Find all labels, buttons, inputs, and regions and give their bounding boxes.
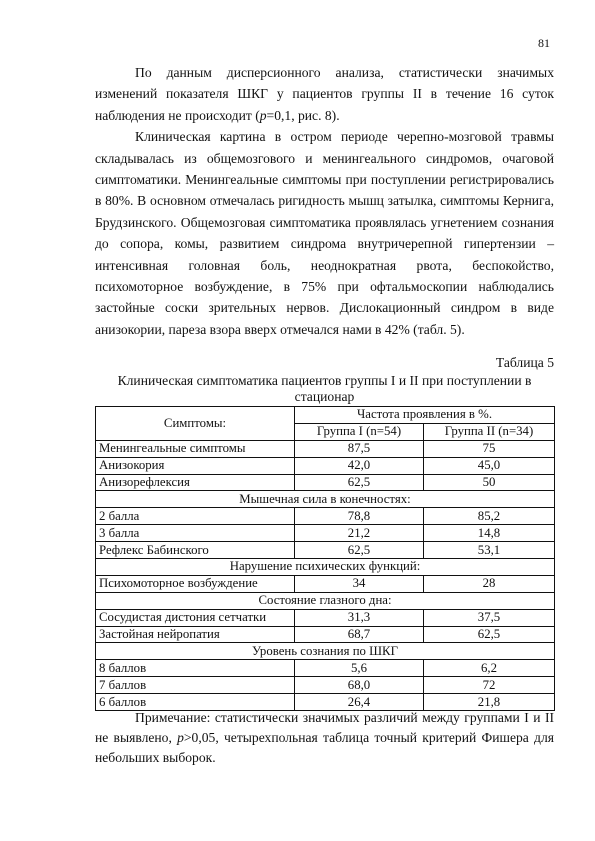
symptom-cell: 6 баллов <box>96 694 295 711</box>
table-row <box>96 440 555 457</box>
symptom-cell: Психомоторное возбуждение <box>96 575 295 592</box>
group-1-cell: 78,8 <box>295 508 424 525</box>
group-2-cell: 45,0 <box>424 457 555 474</box>
symptom-cell: Застойная нейропатия <box>96 626 295 643</box>
page-number: 81 <box>538 36 550 50</box>
group-2-cell: 53,1 <box>424 542 555 559</box>
table-row <box>96 609 555 626</box>
note-suffix: >0,05, четырехпольная таблица точный критерий Фишера для небольших выборок. <box>95 730 555 765</box>
section-fundus: Состояние глазного дна: <box>96 592 555 609</box>
group-2-cell: 50 <box>424 474 555 491</box>
group-2-cell: 14,8 <box>424 525 555 542</box>
symptom-cell: Менингеальные симптомы <box>96 440 295 457</box>
header-group-1: Группа I (n=54) <box>295 423 424 440</box>
group-1-cell: 31,3 <box>295 609 424 626</box>
section-mental-functions: Нарушение психических функций: <box>96 559 555 576</box>
group-1-cell: 34 <box>295 575 424 592</box>
table-row <box>96 474 555 491</box>
header-symptoms: Симптомы: <box>96 407 295 441</box>
symptom-cell: Сосудистая дистония сетчатки <box>96 609 295 626</box>
section-consciousness-gcs: Уровень сознания по ШКГ <box>96 643 555 660</box>
section-muscle-strength: Мышечная сила в конечностях: <box>96 491 555 508</box>
table-row <box>96 660 555 677</box>
group-2-cell: 72 <box>424 677 555 694</box>
header-group-2: Группа II (n=34) <box>424 423 555 440</box>
paragraph-2: Клиническая картина в остром периоде черепно-мозговой травмы складывалась из общемозгового и менингеального синдромов, очаговой симптоматики. Менингеальные симптомы при поступлении регистрировались в 80%. В основном отмечалась ригидность мышц затылка, симптомы Кернига, Брудзинского. Общемозговая симптоматика проявлялась угнетением сознания до сопора, комы, развитием синдрома внутричерепной гипертензии – интенсивная головная боль, неоднократная рвота, беспокойство, психомоторное возбуждение, в 75% при офтальмоскопии наблюдались застойные соски зрительных нервов. Дислокационный синдром в виде анизокории, пареза взора вверх отмечался нами в 42% (табл. 5). <box>95 129 554 337</box>
symptom-cell: 7 баллов <box>96 677 295 694</box>
table-row <box>96 457 555 474</box>
group-1-cell: 87,5 <box>295 440 424 457</box>
table-row <box>96 626 555 643</box>
group-2-cell: 37,5 <box>424 609 555 626</box>
group-1-cell: 62,5 <box>295 474 424 491</box>
note-prefix: Примечание: статистически значимых различий между группами I и II не выявлено, <box>95 710 554 745</box>
group-2-cell: 85,2 <box>424 508 555 525</box>
group-1-cell: 62,5 <box>295 542 424 559</box>
table-note <box>95 708 554 768</box>
symptom-cell: Рефлекс Бабинского <box>96 542 295 559</box>
table-row <box>96 525 555 542</box>
group-1-cell: 21,2 <box>295 525 424 542</box>
group-1-cell: 68,7 <box>295 626 424 643</box>
body-text <box>95 62 554 340</box>
paragraph-1: По данным дисперсионного анализа, статистически значимых изменений показателя ШКГ у пациентов группы II в течение 16 суток наблюдения не происходит (p=0,1, рис. 8). <box>95 65 554 123</box>
note-p-letter: p <box>177 730 184 745</box>
group-2-cell: 21,8 <box>424 694 555 711</box>
symptom-cell: Анизокория <box>96 457 295 474</box>
header-frequency: Частота проявления в %. <box>295 407 555 424</box>
table-row <box>96 677 555 694</box>
table-row <box>96 508 555 525</box>
table-row <box>96 542 555 559</box>
symptom-cell: 8 баллов <box>96 660 295 677</box>
symptom-cell: 2 балла <box>96 508 295 525</box>
table-row <box>96 575 555 592</box>
symptoms-table <box>95 406 555 711</box>
group-2-cell: 75 <box>424 440 555 457</box>
group-1-cell: 42,0 <box>295 457 424 474</box>
group-2-cell: 6,2 <box>424 660 555 677</box>
group-1-cell: 26,4 <box>295 694 424 711</box>
table-label: Таблица 5 <box>495 355 554 370</box>
group-2-cell: 28 <box>424 575 555 592</box>
group-1-cell: 5,6 <box>295 660 424 677</box>
group-1-cell: 68,0 <box>295 677 424 694</box>
group-2-cell: 62,5 <box>424 626 555 643</box>
symptom-cell: 3 балла <box>96 525 295 542</box>
table-title: Клиническая симптоматика пациентов группы I и II при поступлении в стационар <box>117 373 532 404</box>
symptom-cell: Анизорефлексия <box>96 474 295 491</box>
